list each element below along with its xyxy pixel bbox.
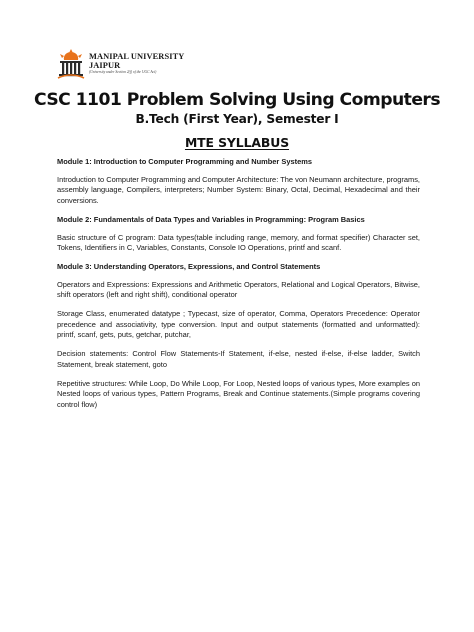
module-3-title: Module 3: Understanding Operators, Expressions, and Control Statements [57,261,321,271]
syllabus-heading-text: MTE SYLLABUS [184,135,290,150]
course-title: CSC 1101 Problem Solving Using Computers [33,90,441,110]
module-2-title: Module 2: Fundamentals of Data Types and Variables in Programming: Program Basics [57,214,365,224]
module-1-para-1: Introduction to Computer Programming and Computer Architecture: The von Neumann architecture, programs, assembly language, Compilers, interpreters; Number System: Binary, Octal, Decimal, Hexadecimal and their conversions. [57,174,420,206]
university-tagline: (University under Section 2(f) of the UGC Act) [89,70,157,75]
university-name-line1: MANIPAL UNIVERSITY [89,51,185,61]
module-1-title: Module 1: Introduction to Computer Programming and Number Systems [57,157,312,166]
module-2-para-1: Basic structure of C program: Data types(table including range, memory, and format specifier) Character set, Tokens, Identifiers in C, Variables, Constants, Console IO Operations, printf and scanf. [57,232,420,253]
module-3-para-1: Operators and Expressions: Expressions and Arithmetic Operators, Relational and Logical Operators, Bitwise, shift operators (left and right shift), conditional operator [57,279,420,300]
syllabus-content [57,157,420,419]
module-3-para-2: Storage Class, enumerated datatype ; Typecast, size of operator, Comma, Operators Precedence: Operator precedence and associativity, type conversion. Input and output statements (formatted and unformatted): printf, scanf, gets, puts, getchar, putchar, [57,309,420,340]
university-name-line2: JAIPUR [89,60,121,70]
syllabus-heading [0,135,474,150]
university-logo [56,48,184,80]
university-emblem-icon [56,48,86,80]
logo-text [89,53,184,75]
module-3-para-4: Repetitive structures: While Loop, Do While Loop, For Loop, Nested loops of various types, More examples on Nested loops of various types, Pattern Programs, Break and Continue statements.(Simple programs covering control flow) [57,378,420,409]
module-3-para-3: Decision statements: Control Flow Statements-If Statement, if-else, nested if-else, if-else ladder, Switch Statement, break statement, goto [57,349,420,369]
course-subtitle: B.Tech (First Year), Semester I [135,112,339,126]
